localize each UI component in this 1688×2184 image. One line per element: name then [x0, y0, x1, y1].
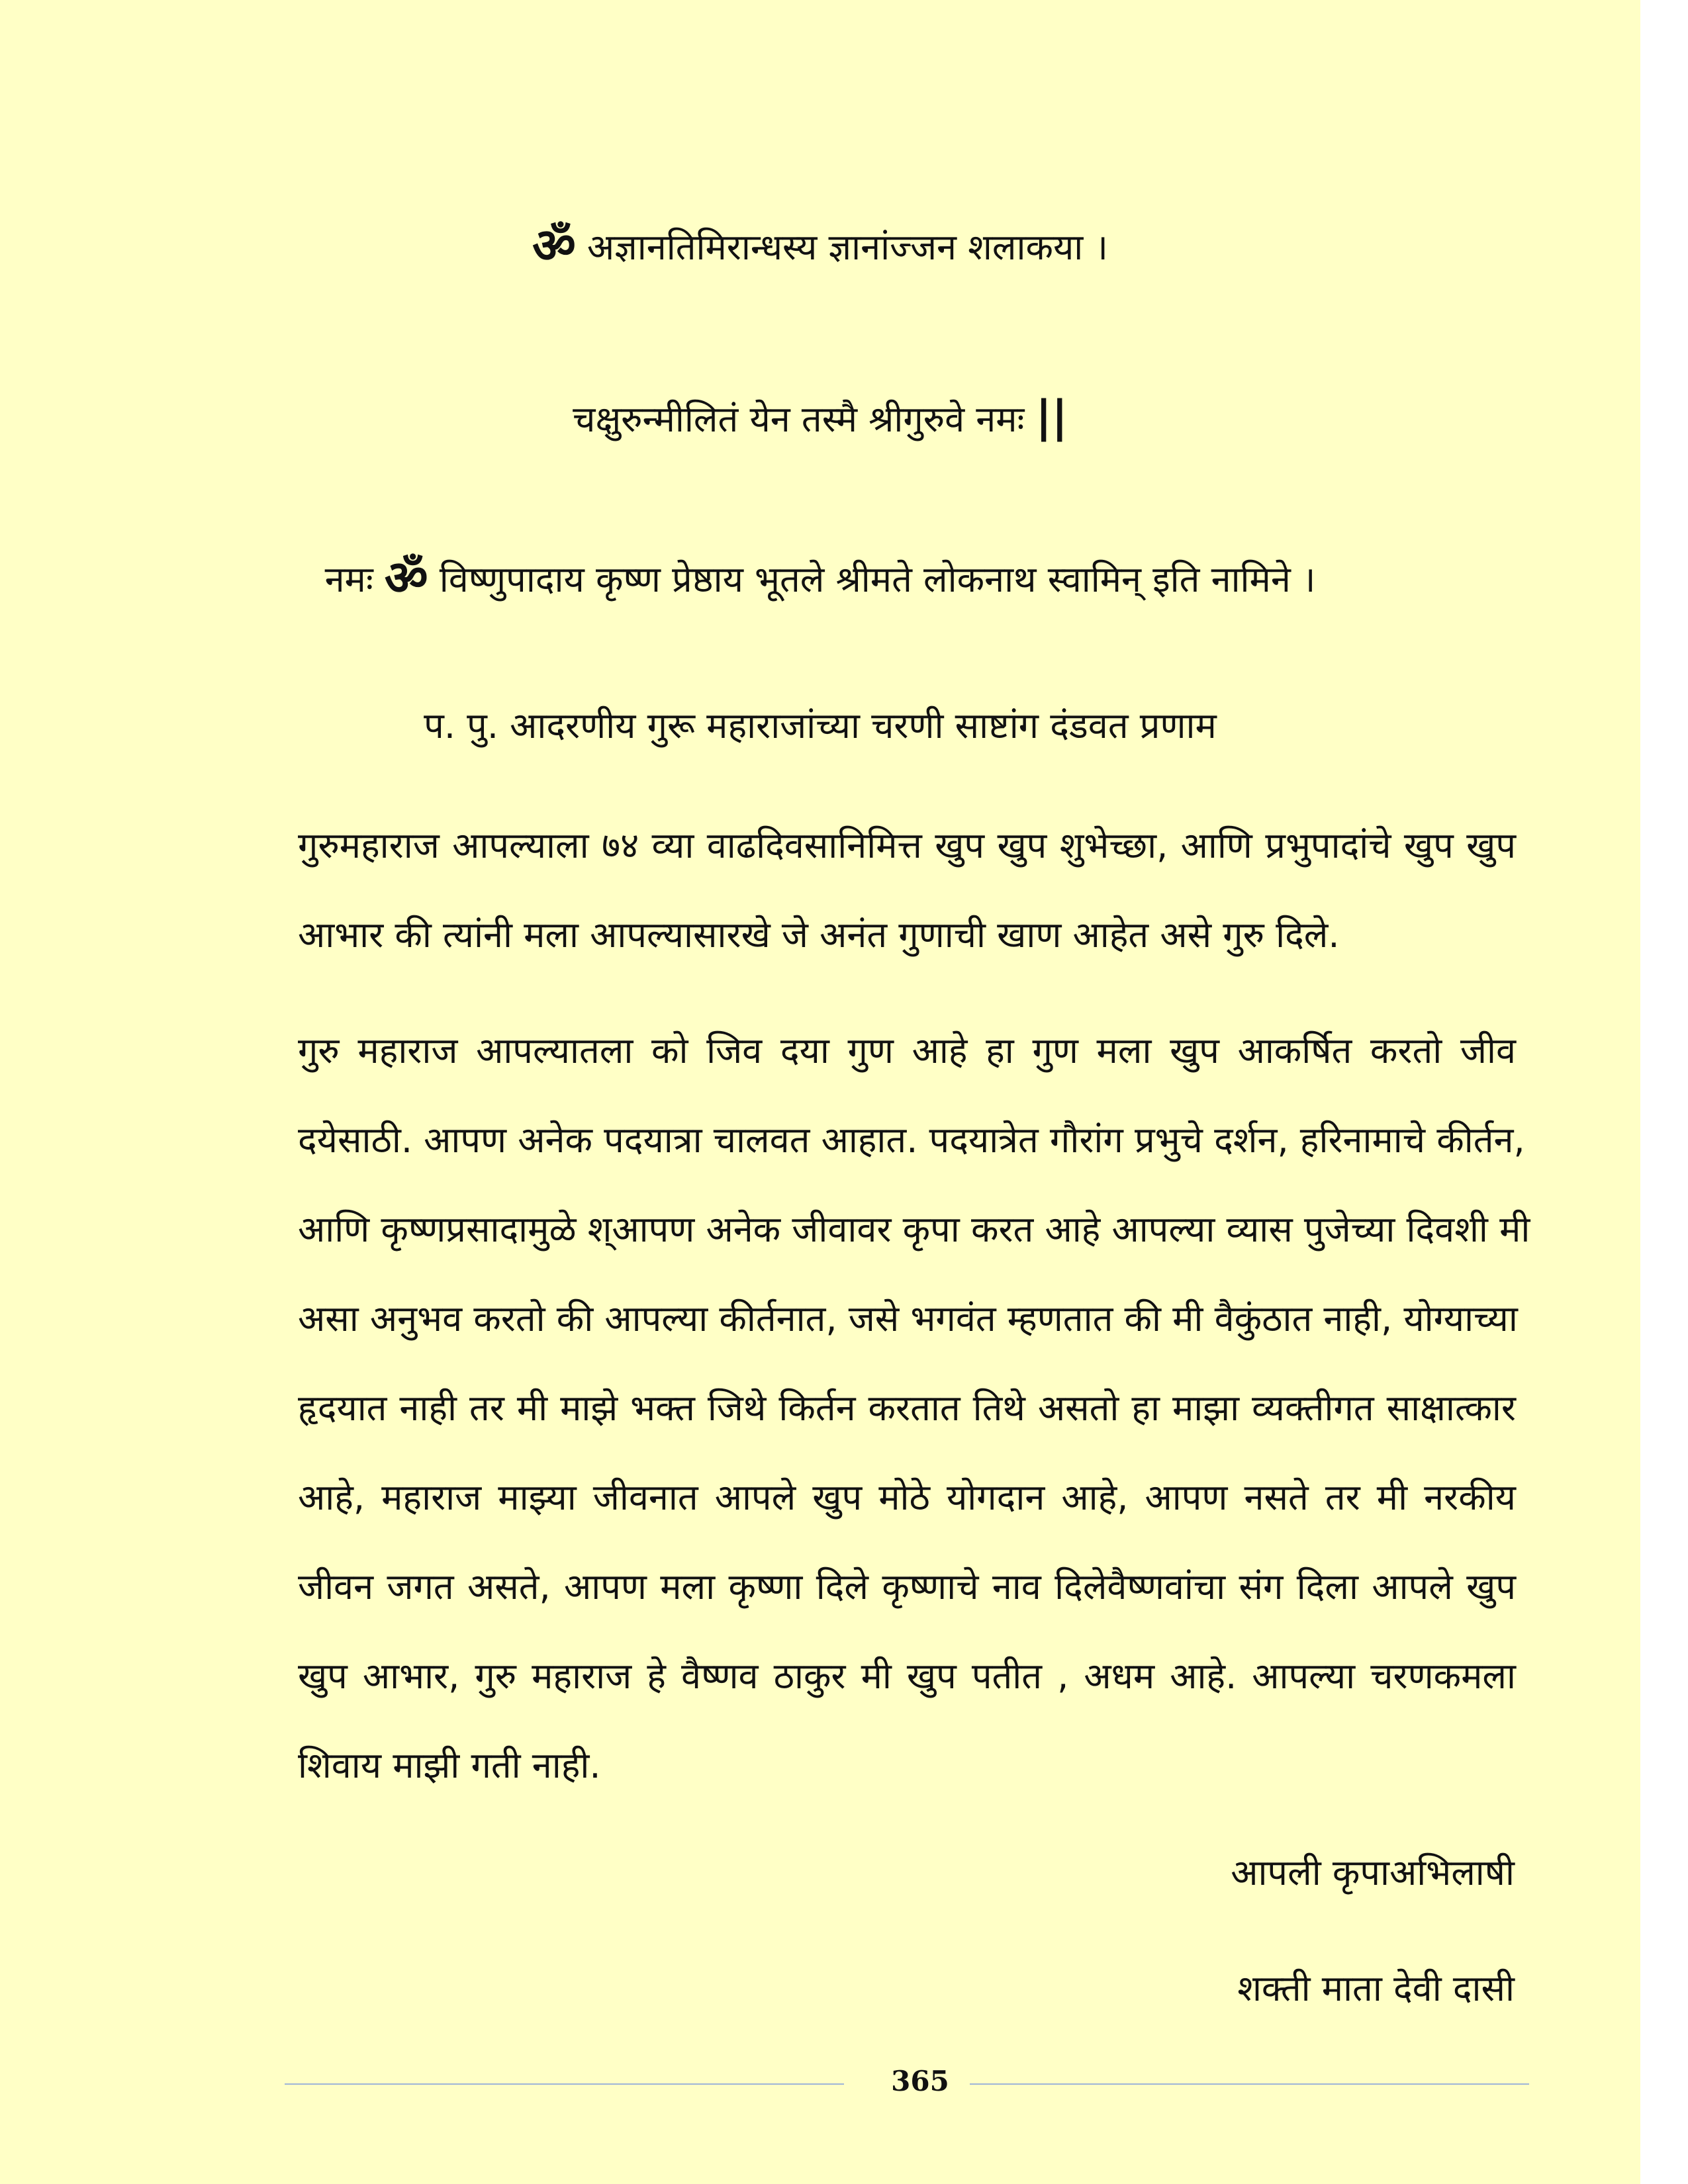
verse-line-2 — [0, 390, 1640, 443]
paragraph-line: आभार की त्यांनी मला आपल्यासारखे जे अनंत गुणाची खाण आहेत असे गुरु दिले. — [298, 914, 1340, 956]
footer-rule-left — [285, 2083, 844, 2085]
paragraph-line: आहे, महाराज माझ्या जीवनात आपले खुप मोठे योगदान आहे, आपण नसते तर मी नरकीय — [298, 1477, 1516, 1518]
paragraph-line: जीवन जगत असते, आपण मला कृष्णा दिले कृष्णाचे नाव दिलेवैष्णवांचा संग दिला आपले खुप — [298, 1566, 1516, 1608]
verse-line-3 — [0, 549, 1640, 606]
verse-line-3-text: विष्णुपादाय कृष्ण प्रेष्ठाय भूतले श्रीमते लोकनाथ स्वामिन् इति नामिने । — [428, 559, 1316, 600]
signature-name: शक्ती माता देवी दासी — [1237, 1968, 1515, 2009]
salutation: प. पु. आदरणीय गुरू महाराजांच्या चरणी साष्टांग दंडवत प्रणाम — [424, 705, 1217, 747]
verse-line-1 — [0, 217, 1640, 274]
page-number: 365 — [891, 2065, 949, 2097]
double-danda: || — [1035, 391, 1068, 442]
verse-line-2-text: चक्षुरुन्मीलितं येन तस्मै श्रीगुरुवे नमः — [573, 398, 1036, 440]
om-symbol: ॐ — [384, 550, 428, 606]
paragraph-1 — [298, 801, 1516, 979]
right-margin — [1640, 0, 1688, 2184]
paragraph-line: असा अनुभव करतो की आपल्या कीर्तनात, जसे भगवंत म्हणतात की मी वैकुंठात नाही, योग्याच्या — [298, 1298, 1518, 1340]
verse-line-3-prefix: नमः — [324, 559, 385, 600]
paragraph-line: शिवाय माझी गती नाही. — [298, 1745, 601, 1786]
paragraph-line: गुरु महाराज आपल्यातला को जिव दया गुण आहे हा गुण मला खुप आकर्षित करतो जीव — [298, 1030, 1516, 1071]
paragraph-line: गुरुमहाराज आपल्याला ७४ व्या वाढदिवसानिमित्त खुप खुप शुभेच्छा, आणि प्रभुपादांचे खुप खुप — [298, 825, 1516, 866]
verse-line-1-text: अज्ञानतिमिरान्धस्य ज्ञानांज्जन शलाकया । — [575, 226, 1108, 268]
paragraph-line: आणि कृष्णप्रसादामुळे श्आपण अनेक जीवावर कृपा करत आहे आपल्या व्यास पुजेच्या दिवशी मी — [298, 1208, 1530, 1250]
paragraph-line: हृदयात नाही तर मी माझे भक्त जिथे किर्तन करतात तिथे असतो हा माझा व्यक्तीगत साक्षात्कार — [298, 1387, 1516, 1429]
paragraph-line: खुप आभार, गुरु महाराज हे वैष्णव ठाकुर मी खुप पतीत , अधम आहे. आपल्या चरणकमला — [298, 1655, 1516, 1697]
paragraph-line: दयेसाठी. आपण अनेक पदयात्रा चालवत आहात. पदयात्रेत गौरांग प्रभुचे दर्शन, हरिनामाचे कीर्तन, — [298, 1119, 1525, 1161]
paragraph-2 — [298, 1006, 1530, 1810]
om-symbol: ॐ — [532, 218, 576, 273]
footer-rule-right — [970, 2083, 1529, 2085]
closing-line: आपली कृपाअभिलाषी — [1231, 1852, 1515, 1893]
